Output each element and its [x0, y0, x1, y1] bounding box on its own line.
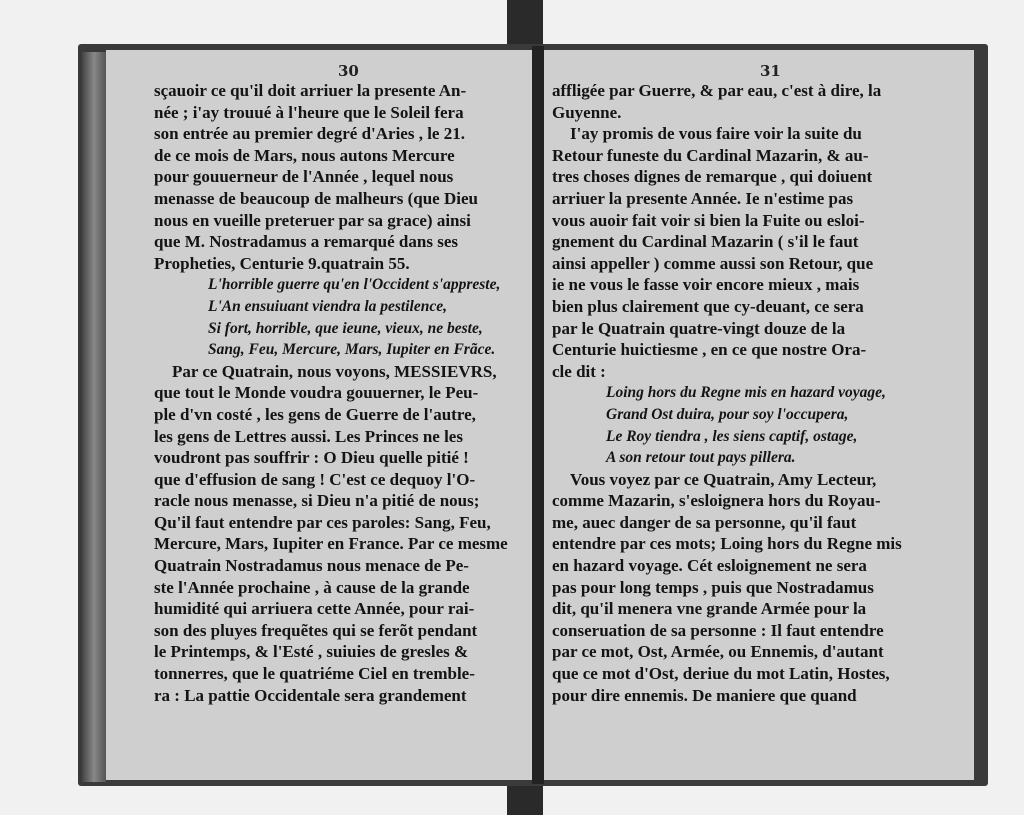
left-page-text: [154, 80, 524, 706]
text-line: que tout le Monde voudra gouuerner, le Peu-: [154, 383, 479, 403]
text-line: pour dire ennemis. De maniere que quand: [552, 685, 857, 705]
text-line: le Printemps, & l'Esté , suiuies de gresles &: [154, 642, 469, 662]
text-line: née ; i'ay trouué à l'heure que le Soleil fera: [154, 102, 464, 122]
right-page-number: 31: [760, 62, 781, 80]
text-line: L'An ensuiuant viendra la pestilence,: [208, 297, 447, 315]
text-line: gnement du Cardinal Mazarin ( s'il le faut: [552, 232, 859, 252]
text-line: son des pluyes frequẽtes qui se ferõt pendant: [154, 620, 478, 640]
text-line: L'horrible guerre qu'en l'Occident s'appreste,: [208, 276, 501, 294]
text-line: nous en vueille preteruer par sa grace) ainsi: [154, 210, 471, 230]
text-line: Retour funeste du Cardinal Mazarin, & au-: [552, 145, 869, 165]
text-line: tres choses dignes de remarque , qui doiuent: [552, 167, 873, 187]
text-line: Guyenne.: [552, 102, 622, 122]
text-line: Quatrain Nostradamus nous menace de Pe-: [154, 556, 469, 576]
text-line: par le Quatrain quatre-vingt douze de la: [552, 318, 846, 338]
text-line: voudront pas souffrir : O Dieu quelle pitié !: [154, 448, 469, 468]
text-line: pas pour long temps , puis que Nostradamus: [552, 577, 874, 597]
text-line: A son retour tout pays pillera.: [606, 449, 796, 467]
text-line: tonnerres, que le quatriéme Ciel en tremble-: [154, 664, 475, 684]
text-line: vous auoir fait voir si bien la Fuite ou esloi-: [552, 210, 865, 230]
text-line: Loing hors du Regne mis en hazard voyage,: [606, 384, 886, 402]
text-line: son entrée au premier degré d'Aries , le 21.: [154, 124, 465, 144]
text-line: ra : La pattie Occidentale sera grandement: [154, 685, 467, 705]
text-line: humidité qui arriuera cette Année, pour rai-: [154, 599, 475, 619]
text-line: ste l'Année prochaine , à cause de la grande: [154, 577, 470, 597]
text-line: de ce mois de Mars, nous autons Mercure: [154, 145, 455, 165]
right-page: [544, 50, 974, 780]
book-page-edges: [82, 52, 106, 782]
book-gutter: [532, 46, 544, 784]
text-line: par ce mot, Ost, Armée, ou Ennemis, d'autant: [552, 642, 884, 662]
text-line: Le Roy tiendra , les siens captif, ostage,: [606, 427, 858, 445]
text-line: menasse de beaucoup de malheurs (que Dieu: [154, 188, 478, 208]
text-line: ainsi appeller ) comme aussi son Retour, que: [552, 253, 874, 273]
text-line: Centurie huictiesme , en ce que nostre Ora-: [552, 340, 867, 360]
text-line: entendre par ces mots; Loing hors du Regne mis: [552, 534, 902, 554]
text-line: me, auec danger de sa personne, qu'il faut: [552, 512, 857, 532]
text-line: bien plus clairement que cy-deuant, ce sera: [552, 296, 864, 316]
text-line: que d'effusion de sang ! C'est ce dequoy l'O-: [154, 469, 476, 489]
text-line: cle dit :: [552, 361, 606, 381]
text-line: ple d'vn costé , les gens de Guerre de l'autre,: [154, 404, 476, 424]
text-line: arriuer la presente Année. Ie n'estime pas: [552, 188, 854, 208]
text-line: dit, qu'il menera vne grande Armée pour la: [552, 599, 867, 619]
text-line: les gens de Lettres aussi. Les Princes ne les: [154, 426, 463, 446]
text-line: en hazard voyage. Cét esloignement ne sera: [552, 556, 867, 576]
right-page-text: [552, 80, 960, 706]
text-line: que ce mot d'Ost, deriue du mot Latin, Hostes,: [552, 664, 890, 684]
text-line: Propheties, Centurie 9.quatrain 55.: [154, 253, 410, 273]
left-page-number: 30: [338, 62, 359, 80]
text-line: racle nous menasse, si Dieu n'a pitié de nous;: [154, 491, 480, 511]
background-strip-top: [507, 0, 543, 50]
text-line: Grand Ost duira, pour soy l'occupera,: [606, 405, 849, 423]
text-line: affligée par Guerre, & par eau, c'est à dire, la: [552, 81, 882, 100]
text-line: Qu'il faut entendre par ces paroles: Sang, Feu,: [154, 512, 491, 532]
text-line: pour gouuerneur de l'Année , lequel nous: [154, 167, 454, 187]
text-line: I'ay promis de vous faire voir la suite du: [570, 124, 862, 144]
text-line: comme Mazarin, s'esloignera hors du Royau-: [552, 491, 881, 511]
text-line: ie ne vous le fasse voir encore mieux , mais: [552, 275, 860, 295]
text-line: Si fort, horrible, que ieune, vieux, ne beste,: [208, 319, 483, 337]
text-line: Par ce Quatrain, nous voyons, MESSIEVRS,: [172, 361, 497, 381]
text-line: Sang, Feu, Mercure, Mars, Iupiter en Frãce.: [208, 341, 496, 359]
left-page: [106, 50, 534, 780]
text-line: Mercure, Mars, Iupiter en France. Par ce mesme: [154, 534, 508, 554]
text-line: conseruation de sa personne : Il faut entendre: [552, 620, 884, 640]
text-line: Vous voyez par ce Quatrain, Amy Lecteur,: [570, 469, 877, 489]
text-line: que M. Nostradamus a remarqué dans ses: [154, 232, 458, 252]
text-line: sçauoir ce qu'il doit arriuer la presente An-: [154, 81, 467, 100]
